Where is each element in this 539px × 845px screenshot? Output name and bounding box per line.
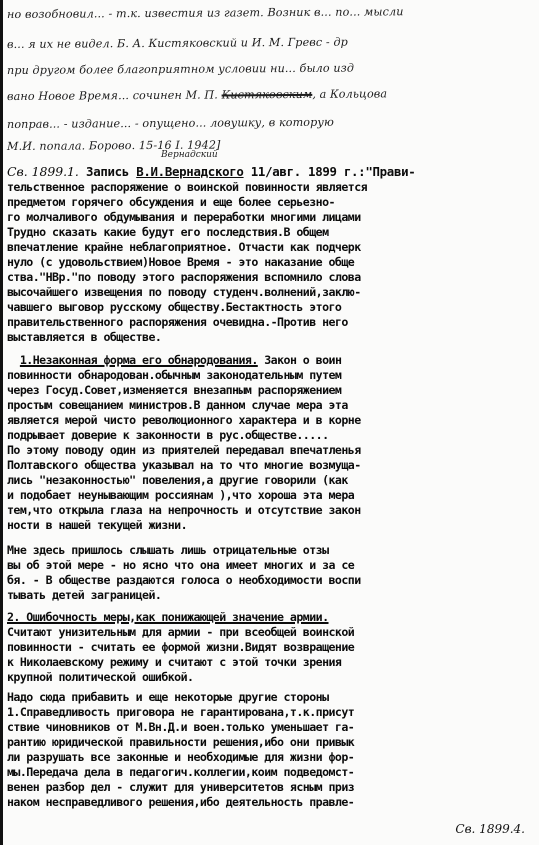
title-name: В.И.Вернадского xyxy=(136,164,244,179)
handwritten-line-2: в... я их не видел. Б. А. Кистяковский и И. М. Гревс - др xyxy=(6,35,348,51)
paragraph-1-line: правительственного распоряжения очевидна.-Против него xyxy=(7,315,348,329)
section-1-line: лись "незаконностью" повеления,а другие говорили (как xyxy=(7,473,348,487)
section-3-line: мы.Передача дела в педагогич.коллегии,коим подведомст- xyxy=(7,765,355,779)
section-1-line: подрывает доверие к законности в рус.обществе..... xyxy=(7,428,329,442)
section-1-line: повинности обнародован.обычным законодательным путем xyxy=(7,368,342,382)
section-1-line: тем,что открыла глаза на непрочность и отсутствие закон xyxy=(7,503,361,517)
section-1-heading: 1.Незаконная форма его обнародования. xyxy=(19,353,258,367)
superscript-annotation: Вернадский xyxy=(161,150,218,160)
title-tail: "Прави- xyxy=(365,164,416,179)
section-1-line: Полтавского общества указывал на то что многие возмуща- xyxy=(7,458,361,472)
handwritten-line-5: поправ... - издание... - опущено... ловушку, в которую xyxy=(6,115,334,131)
section-2-line: крупной политической ошибкой. xyxy=(7,670,194,684)
paragraph-1-line: чавшего выговор русскому обществу.Бестактность этого xyxy=(7,300,342,314)
section-1-heading-tail: Закон о воин xyxy=(257,353,342,367)
paragraph-1-line: Трудно сказать какие будут его последствия.В общем xyxy=(7,225,329,239)
handwritten-line-4: вано Новое Время... сочинен М. П. Кистяковским, а Кольцова xyxy=(6,87,388,103)
section-2-line: к Николаевскому режиму и считают с этой точки зрения xyxy=(7,655,342,669)
paragraph-1-line: го молчаливого обдумывания и переработки многими лицами xyxy=(7,210,361,224)
handwritten-line-6: М.И. попала. Борово. 15-16 I. 1942] xyxy=(6,138,221,153)
handwritten-line-1: но возобновил... - т.к. известия из газет. Возник в... по... мысли xyxy=(6,5,404,21)
section-3-line: наком несправедливого решения,ибо деятельность правле- xyxy=(7,795,355,809)
section-3-line: Надо сюда прибавить и еще некоторые другие стороны xyxy=(7,690,329,704)
section-1b-line: тывать детей заграницей. xyxy=(7,588,162,602)
record-title xyxy=(7,164,539,179)
section-3-line: ли разрушать все законные и необходимые для жизни фор- xyxy=(7,750,355,764)
section-3-line: ствие чиновников от М.Вн.Д.и воен.только уменьшает га- xyxy=(7,720,355,734)
section-1-heading-line xyxy=(7,353,539,368)
footer-reference: Св. 1899.4. xyxy=(455,822,525,836)
paragraph-1-line: высочайшего извещения по поводу студенч.волнений,заклю- xyxy=(7,285,361,299)
section-1b-line: бя. - В обществе раздаются голоса о необходимости воспи xyxy=(7,573,361,587)
section-1b-line: вы об этой мере - но ясно что она имеет многих и за се xyxy=(7,558,355,572)
section-3-line: венен разбор дел - служит для университетов ясным приз xyxy=(7,780,355,794)
section-1-line: является мерой чисто революционного характера и в корне xyxy=(7,413,361,427)
handwritten-line-3: при другом более благоприятном условии ни... было изд xyxy=(6,61,355,77)
struck-name: Кистяковским xyxy=(221,87,313,102)
paragraph-1-line: ства."НВр."по поводу этого распоряжения вспомнило слова xyxy=(7,270,361,284)
section-1b-line: Мне здесь пришлось слышать лишь отрицательные отзы xyxy=(7,543,329,557)
section-3-line: рантию юридической правильности решения,ибо они привык xyxy=(7,735,355,749)
paragraph-1-line: тельственное распоряжение о воинской повинности является xyxy=(7,180,368,194)
section-1-line: По этому поводу один из приятелей передавал впечатленья xyxy=(7,443,361,457)
paragraph-1-line: впечатление крайне неблагоприятное. Отчасти как подчерк xyxy=(7,240,361,254)
section-2-line: повинности - считать ее формой жизни.Видят возвращение xyxy=(7,640,355,654)
section-1-line: и подобает неунывающим россиянам ),что хороша эта мера xyxy=(7,488,355,502)
section-1-line: ности в нашей текущей жизни. xyxy=(7,518,188,532)
section-3-line: 1.Справедливость приговора не гарантирована,т.к.присут xyxy=(7,705,355,719)
section-1-line: простым совещанием министров.В данном случае мера эта xyxy=(7,398,348,412)
section-1-line: через Госуд.Совет,изменяется внезапным распоряжением xyxy=(7,383,342,397)
paragraph-1-line: предметом горячего обсуждения и еще более серьезно- xyxy=(7,195,335,209)
section-2-line: Считают унизительным для армии - при всеобщей воинской xyxy=(7,625,355,639)
paragraph-1-line: нуло (с удовольствием)Новое Время - это наказание обще xyxy=(7,255,355,269)
paragraph-1-line: выставляется в обществе. xyxy=(7,330,162,344)
record-reference: Св. 1899.1. xyxy=(7,164,79,179)
section-2-heading: 2. Ошибочность меры,как понижающей значение армии. xyxy=(7,610,329,624)
title-date: 11/авг. 1899 г.: xyxy=(250,164,366,179)
title-prefix: Запись xyxy=(86,164,130,179)
